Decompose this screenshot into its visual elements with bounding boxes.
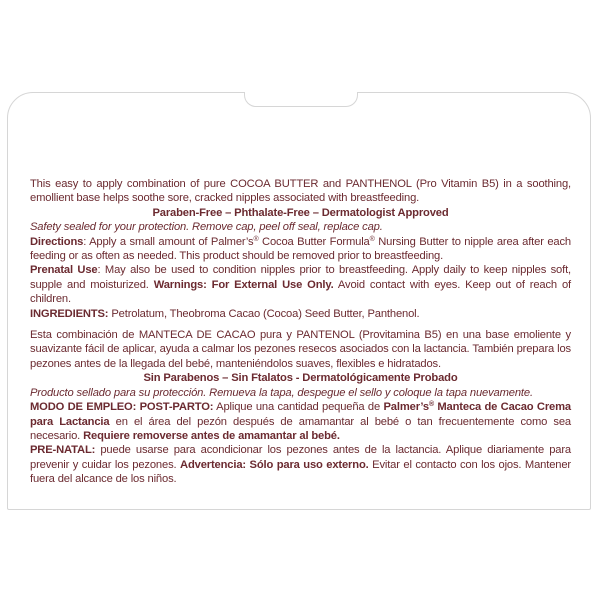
spanish-intro: Esta combinación de MANTECA DE CACAO pura y PANTENOL (Provitamina B5) en una base emoliente y suavizante fácil de aplicar, ayuda a calmar los pezones resecos asociados con la lactancia. También prepara los pezones antes de la llegada del bebé, manteniéndolos suaves, flexibles e hidratados. [30,329,571,370]
advertencia-label: Advertencia: Sólo para uso externo. [180,458,369,471]
requiere-note: Requiere removerse antes de amamantar al bebé. [83,429,340,442]
registered-mark: ® [428,401,434,409]
english-directions: Directions: Apply a small amount of Palmer’s® Cocoa Butter Formula® Nursing Butter to nipple area after each feeding or as often as needed. This product should be removed prior to breastfeeding. [30,235,571,263]
english-free-claims: Paraben-Free – Phthalate-Free – Dermatologist Approved [152,206,449,219]
directions-label: Directions [30,235,84,248]
english-prenatal-use: Prenatal Use: May also be used to condition nipples prior to breastfeeding. Apply daily to keep nipples soft, supple and moisturized. Warnings: For External Use Only. Avoid contact with eyes. Keep out of reach of children. [30,264,571,306]
label-copy [30,177,571,487]
english-intro: This easy to apply combination of pure COCOA BUTTER and PANTHENOL (Pro Vitamin B5) in a soothing, emollient base helps soothe sore, cracked nipples associated with breastfeeding. [30,178,571,205]
warnings-label: Warnings: For External Use Only. [153,278,334,291]
pre-natal-label: PRE-NATAL: [30,444,96,457]
ingredients-label: INGREDIENTS: [30,307,109,320]
spanish-prenatal: PRE-NATAL: puede usarse para acondicionar los pezones antes de la lactancia. Aplique diariamente para prevenir y cuidar los pezones. Advertencia: Sólo para uso externo. Evitar el contacto con los ojos. Mantener fuera del alcance de los niños. [30,444,571,486]
prenatal-label: Prenatal Use [30,264,98,277]
registered-mark: ® [369,235,375,243]
modo-label: MODO DE EMPLEO: POST-PARTO: [30,401,214,414]
english-safety-seal: Safety sealed for your protection. Remove cap, peel off seal, replace cap. [30,221,383,234]
registered-mark: ® [253,235,259,243]
spanish-modo-de-empleo: MODO DE EMPLEO: POST-PARTO: Aplique una cantidad pequeña de Palmer’s® Manteca de Cacao Crema para Lactancia en el área del pezón después de amamantar al bebé o tan frecuentemente como sea necesario. Requiere removerse antes de amamantar al bebé. [30,401,571,442]
english-ingredients: INGREDIENTS: Petrolatum, Theobroma Cacao (Cocoa) Seed Butter, Panthenol. [30,307,420,320]
spanish-free-claims: Sin Parabenos – Sin Ftalatos - Dermatológicamente Probado [143,372,458,385]
spanish-safety-seal: Producto sellado para su protección. Remueva la tapa, despegue el sello y coloque la tapa nuevamente. [30,386,533,399]
hang-tab-cutout [244,92,358,107]
